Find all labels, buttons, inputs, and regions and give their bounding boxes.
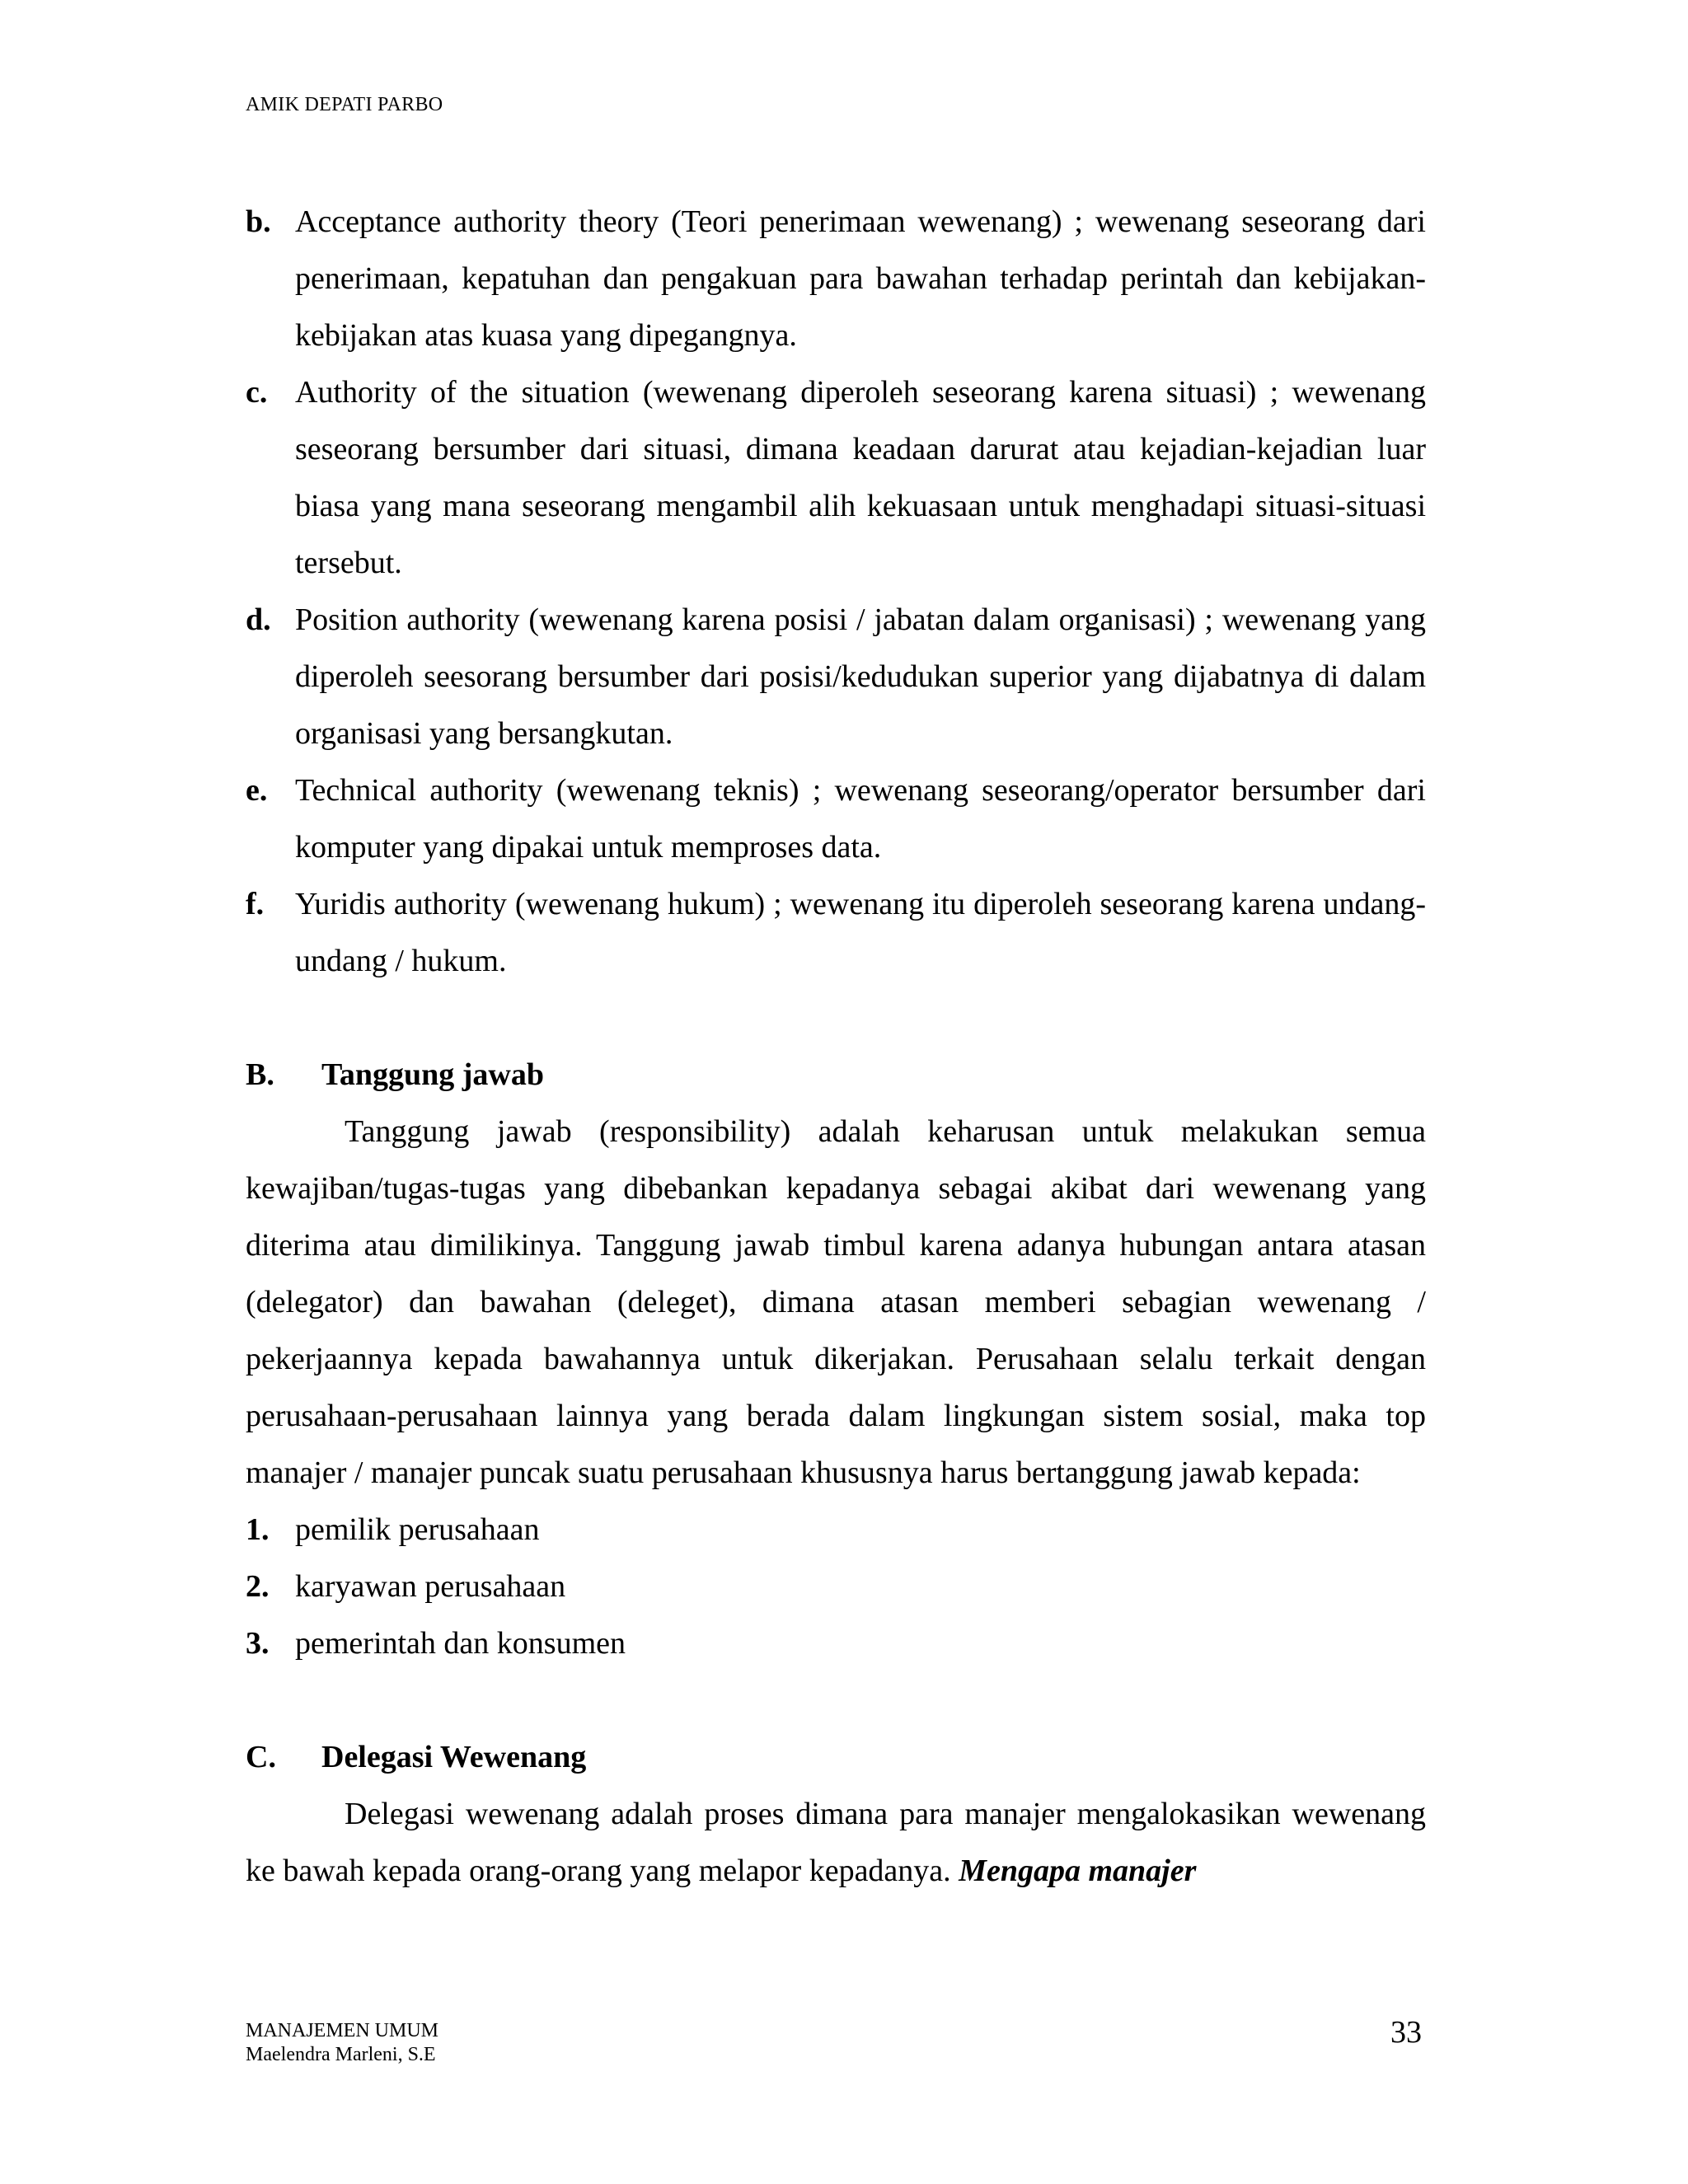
section-b-paragraph: Tanggung jawab (responsibility) adalah keharusan untuk melakukan semua kewajiban/tugas-tugas yang dibebankan kepadanya sebagai akibat dari wewenang yang diterima atau dimilikinya. Tanggung jawab timbul karena adanya hubungan antara atasan (delegator) dan bawahan (deleget), dimana atasan memberi sebagian wewenang / pekerjaannya kepada bawahannya untuk dikerjakan. Perusahaan selalu terkait dengan perusahaan-perusahaan lainnya yang berada dalam lingkungan sistem sosial, maka top manajer / manajer puncak suatu perusahaan khususnya harus bertanggung jawab kepada: bbox=[246, 1114, 1426, 1490]
list-item-text: Position authority (wewenang karena posisi / jabatan dalam organisasi) ; wewenang yang diperoleh seesorang bersumber dari posisi/kedudukan superior yang dijabatnya di dalam organisasi yang bersangkutan. bbox=[295, 602, 1426, 751]
section-title: Tanggung jawab bbox=[321, 1057, 544, 1092]
responsibility-list bbox=[246, 1502, 1426, 1672]
footer-course: MANAJEMEN UMUM bbox=[246, 2020, 439, 2041]
list-item bbox=[246, 762, 1426, 876]
section-c-paragraph-text: Delegasi wewenang adalah proses dimana para manajer mengalokasikan wewenang ke bawah kepada orang-orang yang melapor kepadanya. bbox=[246, 1797, 1426, 1888]
footer-author: Maelendra Marleni, S.E bbox=[246, 2044, 436, 2065]
list-marker: c. bbox=[246, 375, 268, 410]
list-marker: e. bbox=[246, 773, 268, 808]
list-marker: b. bbox=[246, 204, 271, 239]
list-item bbox=[246, 592, 1426, 762]
page-content bbox=[246, 194, 1426, 1900]
section-c-paragraph bbox=[246, 1786, 1426, 1900]
section-title: Delegasi Wewenang bbox=[321, 1740, 587, 1774]
section-letter: C. bbox=[246, 1740, 276, 1774]
list-item bbox=[246, 1502, 1426, 1558]
list-item-text: pemerintah dan konsumen bbox=[295, 1626, 626, 1661]
list-item-text: Acceptance authority theory (Teori penerimaan wewenang) ; wewenang seseorang dari penerimaan, kepatuhan dan pengakuan para bawahan terhadap perintah dan kebijakan-kebijakan atas kuasa yang dipegangnya. bbox=[295, 204, 1426, 353]
section-c-emphasis: Mengapa manajer bbox=[959, 1854, 1197, 1888]
list-item bbox=[246, 876, 1426, 990]
section-b-heading bbox=[246, 1047, 1426, 1104]
list-marker: 1. bbox=[246, 1512, 270, 1547]
list-item-text: Authority of the situation (wewenang diperoleh seseorang karena situasi) ; wewenang seseorang bersumber dari situasi, dimana keadaan darurat atau kejadian-kejadian luar biasa yang mana seseorang mengambil alih kekuasaan untuk menghadapi situasi-situasi tersebut. bbox=[295, 375, 1426, 580]
list-marker: d. bbox=[246, 602, 271, 637]
list-item bbox=[246, 364, 1426, 592]
list-item-text: pemilik perusahaan bbox=[295, 1512, 540, 1547]
list-marker: f. bbox=[246, 887, 265, 921]
page-header: AMIK DEPATI PARBO bbox=[246, 94, 443, 115]
list-marker: 2. bbox=[246, 1569, 270, 1604]
list-item bbox=[246, 194, 1426, 364]
page-footer bbox=[246, 2019, 438, 2067]
list-item bbox=[246, 1558, 1426, 1615]
list-item-text: Yuridis authority (wewenang hukum) ; wewenang itu diperoleh seseorang karena undang-undang / hukum. bbox=[295, 887, 1426, 978]
list-item-text: karyawan perusahaan bbox=[295, 1569, 566, 1604]
list-item-text: Technical authority (wewenang teknis) ; wewenang seseorang/operator bersumber dari komputer yang dipakai untuk memproses data. bbox=[295, 773, 1426, 865]
section-c-heading bbox=[246, 1729, 1426, 1786]
page-number: 33 bbox=[1390, 2015, 1422, 2050]
section-letter: B. bbox=[246, 1057, 274, 1092]
list-marker: 3. bbox=[246, 1626, 270, 1661]
authority-list bbox=[246, 194, 1426, 990]
list-item bbox=[246, 1615, 1426, 1672]
